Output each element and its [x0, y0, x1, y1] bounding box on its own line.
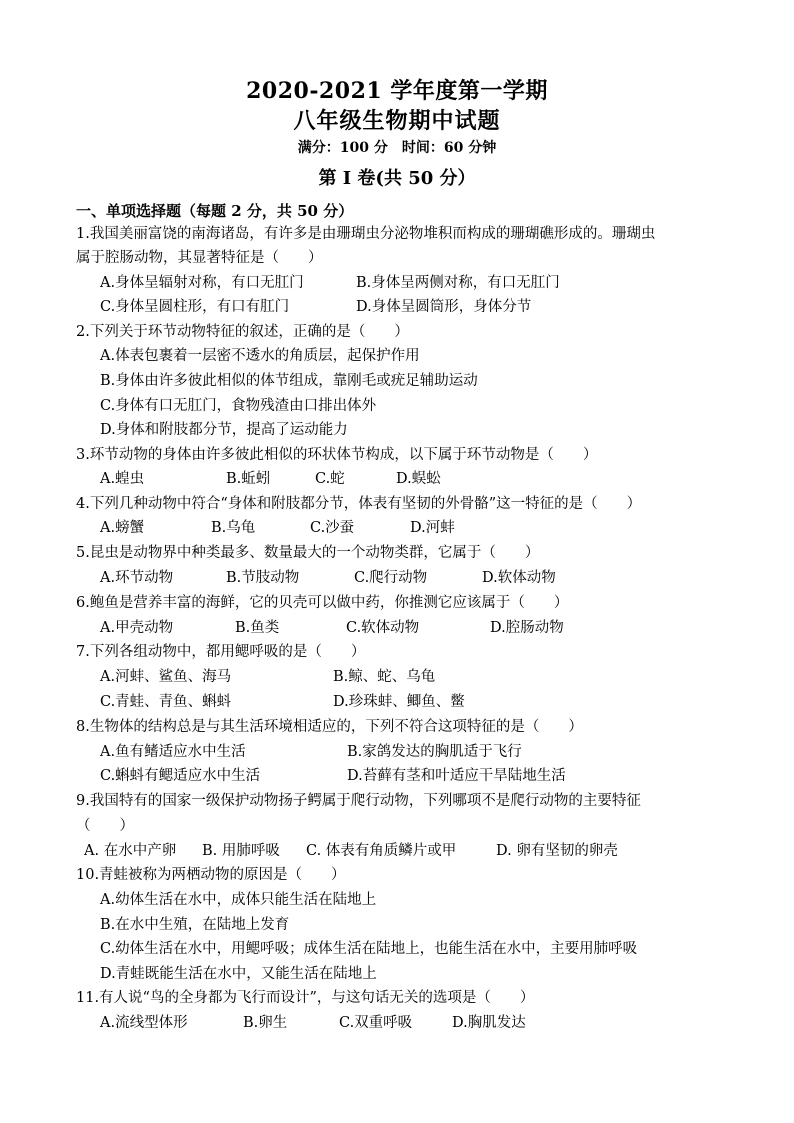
q5-stem: 5.昆虫是动物界中种类最多、数量最大的一个动物类群，它属于（ ）: [76, 545, 540, 561]
q8-option-d: D.苔藓有茎和叶适应干旱陆地生活: [347, 768, 566, 784]
q10-option-a: A.幼体生活在水中，成体只能生活在陆地上: [100, 892, 377, 908]
exam-year-heading: 2020-2021 学年度第一学期: [246, 78, 548, 104]
section-heading: 一、单项选择题（每题 2 分，共 50 分）: [76, 202, 354, 220]
q1-stem-line2: 属于腔肠动物，其显著特征是（ ）: [76, 250, 323, 266]
q2-option-d: D.身体和附肢都分节，提高了运动能力: [100, 422, 348, 438]
q9-option-a: A. 在水中产卵: [84, 843, 177, 859]
q10-stem: 10.青蛙被称为两栖动物的原因是（ ）: [76, 867, 346, 883]
q2-option-a: A.体表包裹着一层密不透水的角质层，起保护作用: [100, 348, 420, 364]
q9-option-c: C. 体表有角质鳞片或甲: [306, 843, 457, 859]
q8-option-c: C.蝌蚪有鳃适应水中生活: [100, 768, 261, 784]
q5-option-a: A.环节动物: [100, 570, 174, 586]
q10-option-d: D.青蛙既能生活在水中，又能生活在陆地上: [100, 966, 377, 982]
q9-option-d: D. 卵有坚韧的卵壳: [496, 843, 618, 859]
q5-option-b: B.节肢动物: [226, 570, 300, 586]
q6-option-d: D.腔肠动物: [490, 620, 564, 636]
q3-option-c: C.蛇: [315, 471, 345, 487]
q1-option-d: D.身体呈圆筒形，身体分节: [356, 299, 532, 315]
q11-option-b: B.卵生: [243, 1015, 288, 1031]
q5-option-d: D.软体动物: [482, 570, 556, 586]
q4-option-a: A.螃蟹: [100, 520, 145, 536]
q7-option-a: A.河蚌、鲨鱼、海马: [100, 669, 232, 685]
q11-option-d: D.胸肌发达: [452, 1015, 526, 1031]
q7-option-d: D.珍珠蚌、鲫鱼、鳖: [333, 694, 465, 710]
exam-title: 八年级生物期中试题: [293, 108, 501, 134]
q4-option-c: C.沙蚕: [310, 520, 355, 536]
q10-option-c: C.幼体生活在水中，用鳃呼吸；成体生活在陆地上，也能生活在水中，主要用肺呼吸: [100, 941, 638, 957]
q2-option-c: C.身体有口无肛门，食物残渣由口排出体外: [100, 398, 377, 414]
q9-stem-line1: 9.我国特有的国家一级保护动物扬子鳄属于爬行动物，下列哪项不是爬行动物的主要特征: [76, 793, 641, 809]
q6-option-a: A.甲壳动物: [100, 620, 174, 636]
q8-option-b: B.家鸽发达的胸肌适于飞行: [347, 744, 522, 760]
q4-option-d: D.河蚌: [410, 520, 455, 536]
q1-stem-line1: 1.我国美丽富饶的南海诸岛，有许多是由珊瑚虫分泌物堆积而构成的珊瑚礁形成的。珊瑚虫: [76, 226, 656, 242]
q6-option-b: B.鱼类: [235, 620, 280, 636]
q7-option-b: B.鲸、蛇、乌龟: [333, 669, 436, 685]
q4-option-b: B.乌龟: [211, 520, 256, 536]
q8-stem: 8.生物体的结构总是与其生活环境相适应的，下列不符合这项特征的是（ ）: [76, 719, 583, 735]
q4-stem: 4.下列几种动物中符合“身体和附肢都分节，体表有坚韧的外骨骼”这一特征的是（ ）: [76, 496, 642, 512]
q2-option-b: B.身体由许多彼此相似的体节组成，靠刚毛或疣足辅助运动: [100, 373, 478, 389]
q7-stem: 7.下列各组动物中，都用鳃呼吸的是（ ）: [76, 644, 366, 660]
q3-option-b: B.蚯蚓: [226, 471, 271, 487]
q8-option-a: A.鱼有鳍适应水中生活: [100, 744, 246, 760]
q7-option-c: C.青蛙、青鱼、蝌蚪: [100, 694, 232, 710]
exam-meta: 满分：100 分 时间：60 分钟: [297, 140, 497, 156]
q9-stem-line2: （ ）: [76, 818, 134, 834]
volume-heading: 第 I 卷(共 50 分）: [318, 168, 476, 189]
q5-option-c: C.爬行动物: [354, 570, 428, 586]
q11-option-c: C.双重呼吸: [339, 1015, 413, 1031]
q1-option-c: C.身体呈圆柱形，有口有肛门: [100, 299, 290, 315]
q11-option-a: A.流线型体形: [100, 1015, 188, 1031]
q10-option-b: B.在水中生殖，在陆地上发育: [100, 917, 290, 933]
q11-stem: 11.有人说“鸟的全身都为飞行而设计”，与这句话无关的选项是（ ）: [76, 990, 535, 1006]
q3-option-d: D.蜈蚣: [396, 471, 441, 487]
q1-option-a: A.身体呈辐射对称，有口无肛门: [100, 275, 304, 291]
q3-stem: 3.环节动物的身体由许多彼此相似的环状体节构成，以下属于环节动物是（ ）: [76, 447, 598, 463]
q3-option-a: A.蝗虫: [100, 471, 145, 487]
q9-option-b: B. 用肺呼吸: [202, 843, 280, 859]
q2-stem: 2.下列关于环节动物特征的叙述，正确的是（ ）: [76, 324, 409, 340]
q6-stem: 6.鲍鱼是营养丰富的海鲜，它的贝壳可以做中药，你推测它应该属于（ ）: [76, 595, 569, 611]
q6-option-c: C.软体动物: [346, 620, 420, 636]
q1-option-b: B.身体呈两侧对称，有口无肛门: [356, 275, 560, 291]
